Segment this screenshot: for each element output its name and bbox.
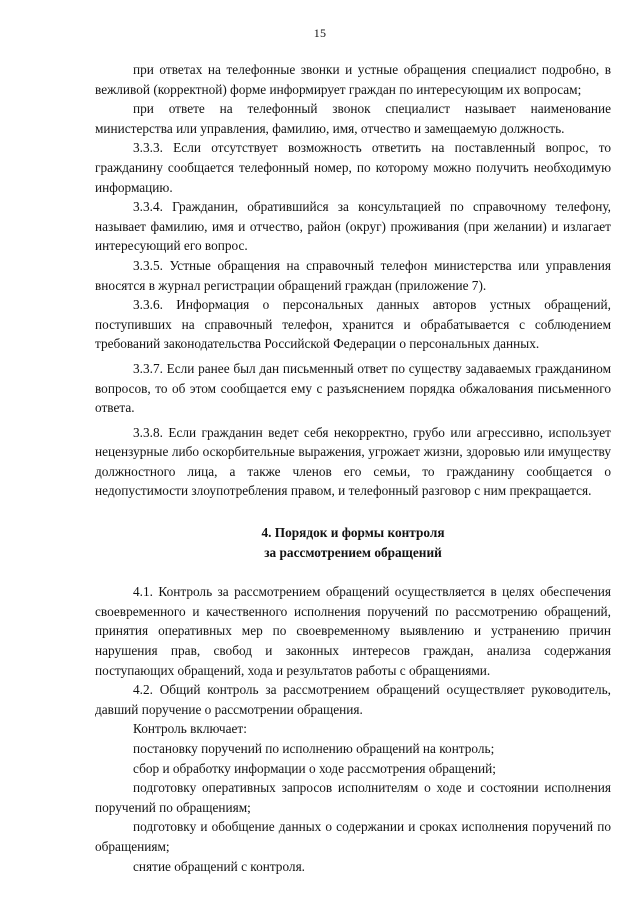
list-intro: Контроль включает: — [133, 721, 247, 737]
paragraph: 3.3.6. Информация о персональных данных авторов устных обращений, поступивших на справочный телефон, хранится и обрабатывается с соблюдением требований законодательства Российской Федерации о персональных данных. — [95, 297, 611, 352]
paragraph: 3.3.5. Устные обращения на справочный телефон министерства или управления вносятся в журнал регистрации обращений граждан (приложение 7). — [95, 257, 611, 293]
list-item: подготовку оперативных запросов исполнителям о ходе и состоянии исполнения поручений по обращениям; — [95, 780, 611, 815]
list-item: снятие обращений с контроля. — [133, 858, 306, 874]
section-heading-line: 4. Порядок и формы контроля — [261, 525, 445, 541]
paragraph: 3.3.3. Если отсутствует возможность ответить на поставленный вопрос, то гражданину сообщается телефонный номер, по которому можно получить необходимую информацию. — [95, 140, 611, 195]
document-body — [95, 60, 611, 876]
paragraph: при ответе на телефонный звонок специалист называет наименование министерства или управления, фамилию, имя, отчество и замещаемую должность. — [95, 101, 611, 136]
list-item: сбор и обработку информации о ходе рассмотрения обращений; — [133, 760, 496, 776]
paragraph: при ответах на телефонные звонки и устные обращения специалист подробно, в вежливой (корректной) форме информирует граждан по интересующим их вопросам; — [95, 62, 611, 97]
paragraph: 3.3.8. Если гражданин ведет себя некорректно, грубо или агрессивно, использует нецензурные либо оскорбительные выражения, угрожает жизни, здоровью или имуществу должностного лица, а также членов его семьи, то гражданину сообщается о недопустимости злоупотребления правом, и телефонный разговор с ним прекращается. — [95, 424, 611, 499]
section-heading-line: за рассмотрением обращений — [264, 544, 442, 560]
list-item: подготовку и обобщение данных о содержании и сроках исполнения поручений по обращениям; — [95, 819, 611, 854]
paragraph: 3.3.7. Если ранее был дан письменный ответ по существу задаваемых гражданином вопросов, то об этом сообщается ему с разъяснением порядка обжалования письменного ответа. — [95, 360, 611, 416]
section-heading — [95, 523, 611, 562]
paragraph: 4.1. Контроль за рассмотрением обращений осуществляется в целях обеспечения своевременного и качественного исполнения поручений по рассмотрению обращений, принятия оперативных мер по своевременному выявлению и устранению причин нарушения прав, свобод и законных интересов граждан, анализа содержания поступающих обращений, хода и результатов работы с обращениями. — [95, 584, 611, 678]
paragraph: 4.2. Общий контроль за рассмотрением обращений осуществляет руководитель, давший поручение о рассмотрении обращения. — [95, 682, 611, 717]
paragraph: 3.3.4. Гражданин, обратившийся за консультацией по справочному телефону, называет фамилию, имя и отчество, район (округ) проживания (при желании) и излагает интересующий его вопрос. — [95, 199, 611, 254]
list-item: постановку поручений по исполнению обращений на контроль; — [133, 741, 495, 756]
page-number: 15 — [313, 26, 327, 40]
